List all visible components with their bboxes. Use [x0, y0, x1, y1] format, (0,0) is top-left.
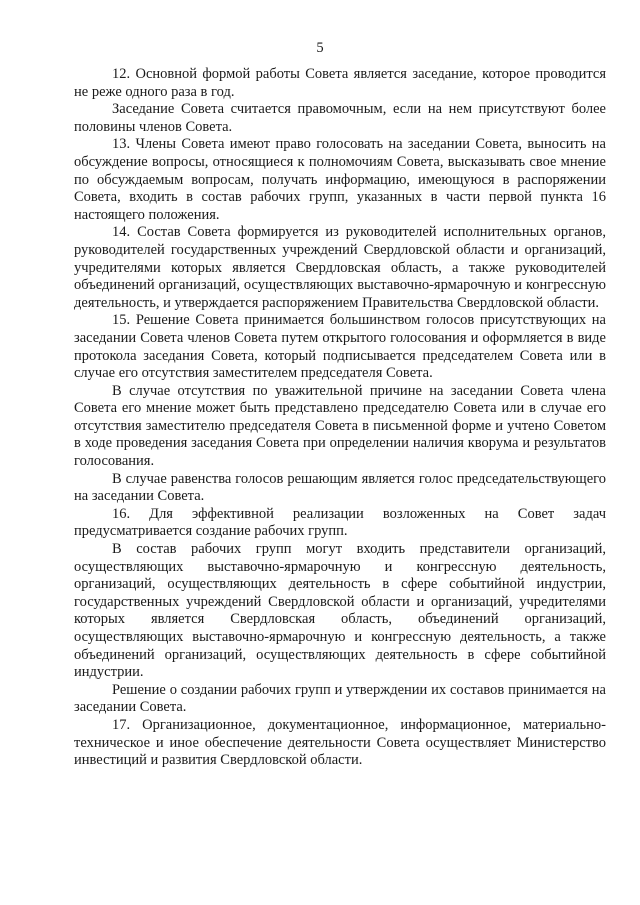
paragraph-13: 13. Члены Совета имеют право голосовать на заседании Совета, выносить на обсуждение вопросы, относящиеся к полномочиям Совета, высказывать свое мнение по обсуждаемым вопросам, получать информацию, имеющуюся в распоряжении Совета, входить в состав рабочих групп, указанных в части первой пункта 16 настоящего положения. — [74, 136, 606, 223]
paragraph-15: 15. Решение Совета принимается большинством голосов присутствующих на заседании Совета членов Совета путем открытого голосования и оформляется в виде протокола заседания Совета, который подписывается председателем Совета или в случае его отсутствия заместителем председателя Совета. — [74, 312, 606, 382]
paragraph-14: 14. Состав Совета формируется из руководителей исполнительных органов, руководителей государственных учреждений Свердловской области и организаций, учредителями которых является Свердловская область, а также руководителей объединений организаций, осуществляющих выставочно-ярмарочную и конгрессную деятельность, и утверждается распоряжением Правительства Свердловской области. — [74, 224, 606, 311]
paragraph-17: 17. Организационное, документационное, информационное, материально-техническое и иное обеспечение деятельности Совета осуществляет Министерство инвестиций и развития Свердловской области. — [74, 716, 606, 769]
paragraph-12-quorum: Заседание Совета считается правомочным, если на нем присутствуют более половины членов Совета. — [74, 101, 606, 135]
paragraph-16: 16. Для эффективной реализации возложенных на Совет задач предусматривается создание рабочих групп. — [74, 505, 606, 540]
paragraph-15-tie: В случае равенства голосов решающим является голос председательствующего на заседании Совета. — [74, 470, 606, 505]
paragraph-15-absence: В случае отсутствия по уважительной причине на заседании Совета члена Совета его мнение может быть представлено председателю Совета или в случае его отсутствия заместителю председателя Совета в письменной форме и учтено Советом в ходе проведения заседания Совета при определении наличия кворума и результатов голосования. — [74, 382, 606, 470]
page-number: 5 — [316, 40, 324, 56]
paragraph-12: 12. Основной формой работы Совета является заседание, которое проводится не реже одного раза в год. — [74, 66, 606, 100]
paragraph-16-composition: В состав рабочих групп могут входить представители организаций, осуществляющих выставочно-ярмарочную и конгрессную деятельность, организаций, осуществляющих деятельность в сфере событийной индустрии, государственных учреждений Свердловской области и организаций, учредителями которых является Свердловская область, объединений организаций, осуществляющих выставочно-ярмарочную и конгрессную деятельность, а также объединений организаций, осуществляющих деятельность в сфере событийной индустрии. — [74, 541, 606, 681]
paragraph-16-decision: Решение о создании рабочих групп и утверждении их составов принимается на заседании Совета. — [74, 681, 606, 716]
document-body — [74, 66, 606, 770]
